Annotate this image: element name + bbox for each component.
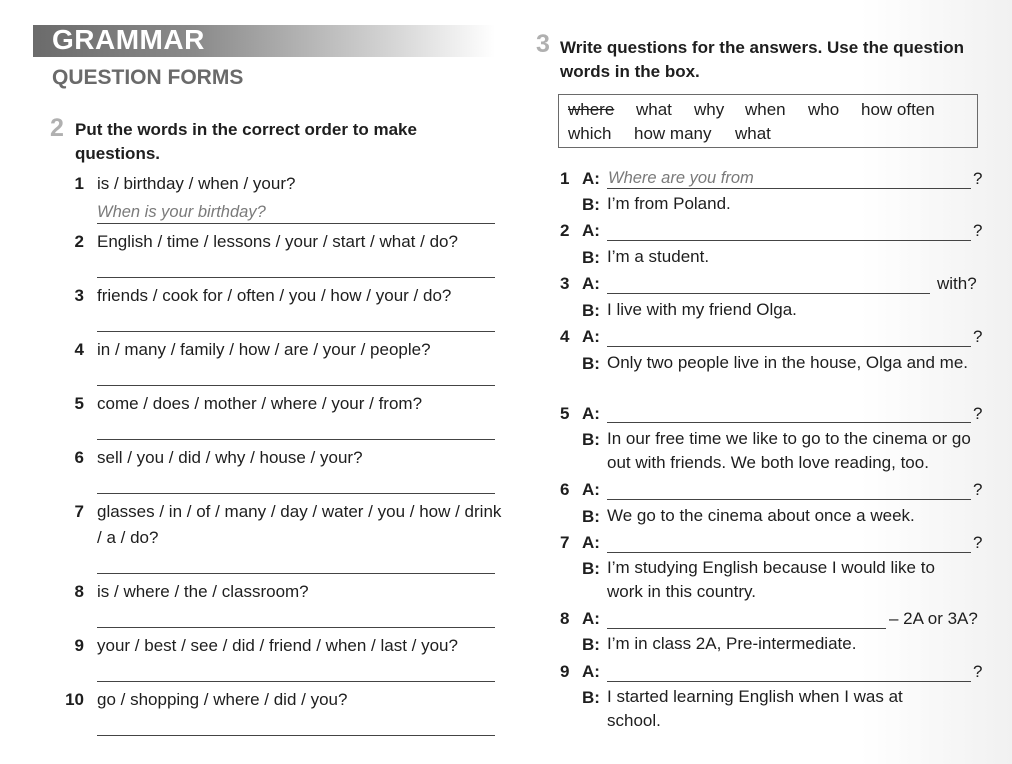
exercise-3-number: 3: [536, 30, 550, 58]
speaker-b-label: B:: [582, 195, 600, 214]
ex3-question-answer[interactable]: Where are you from: [608, 169, 754, 187]
ex3-response: I’m in class 2A, Pre-intermediate.: [607, 634, 857, 653]
ex2-item-number: 1: [74, 174, 84, 193]
ex2-item-number: 7: [74, 502, 84, 521]
ex3-response: I live with my friend Olga.: [607, 300, 797, 319]
speaker-a-label: A:: [582, 404, 600, 423]
ex3-item-number: 4: [560, 327, 570, 346]
ex3-response: I started learning English when I was at school.: [607, 687, 903, 730]
question-line[interactable]: [607, 240, 971, 241]
question-ending: ?: [973, 169, 983, 188]
ex2-item-number: 2: [74, 232, 84, 251]
ex3-item-number: 6: [560, 480, 570, 499]
ex3-response: I’m from Poland.: [607, 194, 731, 213]
ex2-item-prompt: in / many / family / how / are / your / people?: [97, 340, 431, 359]
answer-line[interactable]: [97, 681, 495, 682]
speaker-b-label: B:: [582, 354, 600, 373]
speaker-b-label: B:: [582, 301, 600, 320]
ex2-item-number: 9: [74, 636, 84, 655]
speaker-b-label: B:: [582, 248, 600, 267]
ex3-response: We go to the cinema about once a week.: [607, 506, 915, 525]
ex3-item-number: 8: [560, 609, 570, 628]
ex3-item-number: 7: [560, 533, 570, 552]
ex2-item-prompt: is / where / the / classroom?: [97, 582, 309, 601]
ex2-item-number: 4: [74, 340, 84, 359]
answer-line: [97, 223, 495, 224]
answer-line[interactable]: [97, 385, 495, 386]
speaker-b-label: B:: [582, 559, 600, 578]
speaker-b-label: B:: [582, 635, 600, 654]
ex3-response: I’m a student.: [607, 247, 710, 266]
question-ending: ?: [973, 662, 983, 681]
box-word: how many: [634, 124, 712, 143]
speaker-a-label: A:: [582, 609, 600, 628]
answer-line[interactable]: [97, 493, 495, 494]
box-word: how often: [861, 100, 935, 119]
box-word-crossed-out: where: [568, 100, 615, 119]
question-ending: ?: [973, 480, 983, 499]
exercise-2-instruction: Put the words in the correct order to make questions.: [75, 120, 417, 163]
question-ending: ?: [973, 327, 983, 346]
ex2-item-prompt: go / shopping / where / did / you?: [97, 690, 348, 709]
speaker-b-label: B:: [582, 507, 600, 526]
answer-line[interactable]: [97, 277, 495, 278]
question-line: [607, 188, 971, 189]
ex3-item-number: 3: [560, 274, 570, 293]
ex3-item-number: 5: [560, 404, 570, 423]
speaker-a-label: A:: [582, 480, 600, 499]
speaker-a-label: A:: [582, 169, 600, 188]
ex2-item-prompt: sell / you / did / why / house / your?: [97, 448, 363, 467]
ex3-item-number: 9: [560, 662, 570, 681]
ex2-item-prompt: glasses / in / of / many / day / water / you / how / drink / a / do?: [97, 502, 502, 547]
grammar-title: GRAMMAR: [52, 24, 205, 55]
box-word: what: [636, 100, 672, 119]
speaker-a-label: A:: [582, 662, 600, 681]
speaker-b-label: B:: [582, 430, 600, 449]
speaker-b-label: B:: [582, 688, 600, 707]
section-subtitle: QUESTION FORMS: [52, 66, 244, 89]
box-word: what: [735, 124, 771, 143]
ex3-item-number: 1: [560, 169, 570, 188]
question-line[interactable]: [607, 293, 930, 294]
ex2-item-prompt: come / does / mother / where / your / from?: [97, 394, 423, 413]
question-ending: ?: [973, 533, 983, 552]
question-line[interactable]: [607, 628, 886, 629]
question-line[interactable]: [607, 681, 971, 682]
speaker-a-label: A:: [582, 274, 600, 293]
speaker-a-label: A:: [582, 327, 600, 346]
question-ending: ?: [973, 221, 983, 240]
box-word: when: [745, 100, 786, 119]
ex2-item-prompt: is / birthday / when / your?: [97, 174, 296, 193]
speaker-a-label: A:: [582, 221, 600, 240]
ex2-item-prompt: friends / cook for / often / you / how / your / do?: [97, 286, 452, 305]
answer-line[interactable]: [97, 331, 495, 332]
exercise-2-number: 2: [50, 114, 64, 142]
question-line[interactable]: [607, 422, 971, 423]
answer-line[interactable]: [97, 627, 495, 628]
ex2-item-prompt: English / time / lessons / your / start / what / do?: [97, 232, 458, 251]
box-word: who: [808, 100, 840, 119]
box-word: which: [568, 124, 612, 143]
question-ending: with?: [937, 274, 977, 293]
box-word: why: [694, 100, 725, 119]
ex2-item-number: 10: [65, 690, 84, 709]
ex2-item-number: 5: [74, 394, 84, 413]
answer-line[interactable]: [97, 439, 495, 440]
speaker-a-label: A:: [582, 533, 600, 552]
ex3-item-number: 2: [560, 221, 570, 240]
question-line[interactable]: [607, 552, 971, 553]
answer-line[interactable]: [97, 573, 495, 574]
ex3-response: In our free time we like to go to the cinema or go out with friends. We both love reading, too.: [607, 429, 971, 472]
question-line[interactable]: [607, 346, 971, 347]
ex2-item-number: 3: [74, 286, 84, 305]
question-ending: – 2A or 3A?: [889, 609, 978, 628]
exercise-3-instruction: Write questions for the answers. Use the question words in the box.: [560, 38, 964, 81]
ex3-response: I’m studying English because I would like to work in this country.: [607, 558, 935, 601]
question-ending: ?: [973, 404, 983, 423]
ex2-item-prompt: your / best / see / did / friend / when / last / you?: [97, 636, 458, 655]
ex2-item-answer[interactable]: When is your birthday?: [97, 203, 266, 221]
ex2-item-number: 8: [74, 582, 84, 601]
ex2-item-number: 6: [74, 448, 84, 467]
answer-line[interactable]: [97, 735, 495, 736]
ex3-response: Only two people live in the house, Olga and me.: [607, 353, 968, 372]
question-line[interactable]: [607, 499, 971, 500]
